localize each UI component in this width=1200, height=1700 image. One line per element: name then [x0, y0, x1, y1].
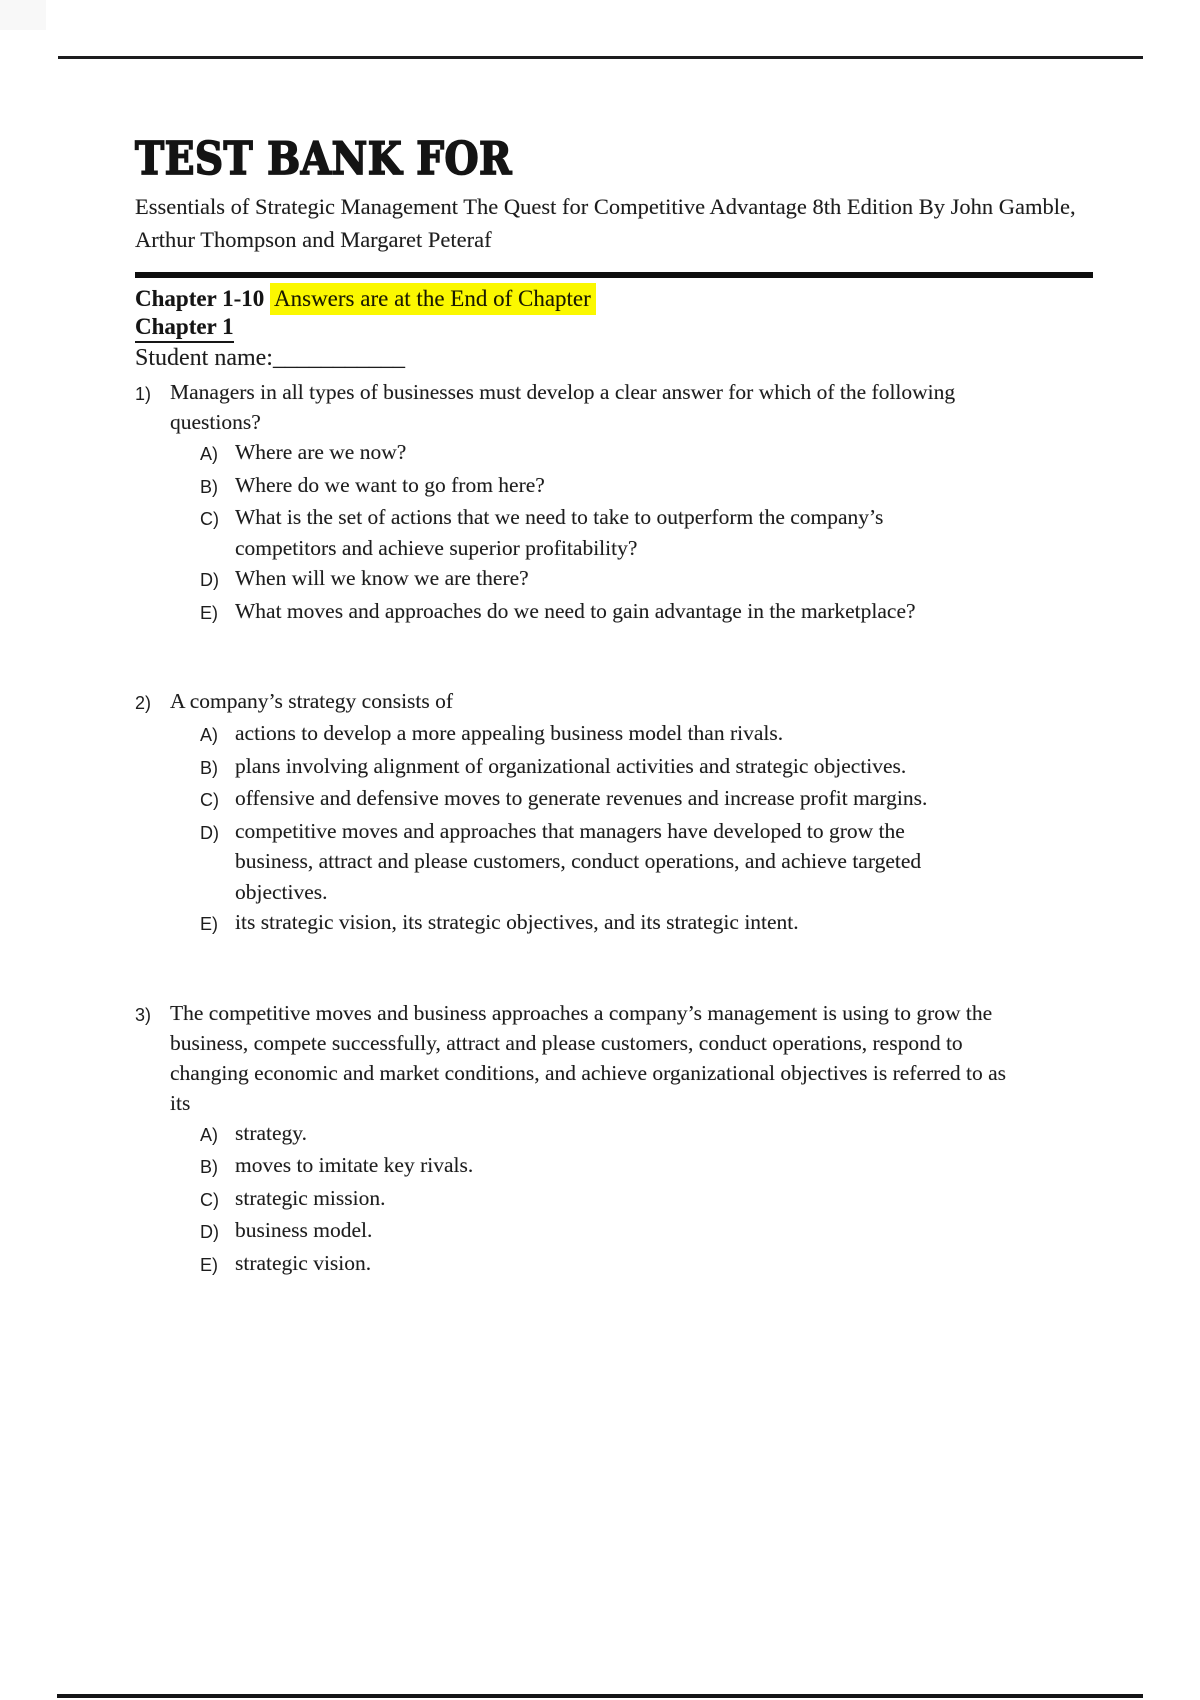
option-letter: C) — [200, 1189, 219, 1210]
option-letter: B) — [200, 757, 218, 778]
option-text: its strategic vision, its strategic objectives, and its strategic intent. — [235, 910, 799, 934]
book-subtitle: Essentials of Strategic Management The Quest for Competitive Advantage 8th Edition By John Gamble, Arthur Thompson and Margaret Peteraf — [135, 194, 1076, 252]
option-text: Where do we want to go from here? — [235, 472, 545, 497]
question-2-options — [200, 718, 1035, 940]
question-1 — [135, 377, 1035, 628]
option-letter: B) — [200, 1157, 218, 1177]
student-name-label: Student name: — [135, 345, 273, 371]
question-number: 3) — [135, 1004, 152, 1025]
option-text: When will we know we are there? — [235, 566, 529, 590]
option-letter: D) — [200, 1222, 219, 1242]
subtitle-divider — [135, 272, 1093, 278]
question-list — [135, 377, 1035, 1280]
option-letter: A) — [200, 444, 218, 464]
option-text: strategic mission. — [235, 1185, 386, 1210]
page-title: TEST BANK FOR — [135, 132, 513, 185]
option-row — [200, 563, 1035, 596]
option-text: plans involving alignment of organizational activities and strategic objectives. — [235, 753, 907, 778]
option-row — [200, 1215, 1035, 1248]
option-row — [200, 718, 1035, 751]
option-row — [200, 1248, 1035, 1281]
answers-highlight: Answers are at the End of Chapter — [270, 283, 596, 315]
student-name-blank: ___________ — [272, 345, 405, 371]
question-3-head — [135, 998, 1035, 1118]
option-row — [200, 783, 1035, 816]
option-letter: E) — [200, 914, 218, 934]
chapter-range-label: Chapter 1-10 — [135, 286, 265, 311]
question-number: 2) — [135, 693, 152, 713]
question-3 — [135, 998, 1035, 1281]
option-text: business model. — [235, 1218, 373, 1242]
option-letter: B) — [200, 476, 218, 497]
question-1-head — [135, 377, 1035, 437]
option-letter: A) — [200, 725, 218, 745]
option-letter: A) — [200, 1124, 218, 1145]
question-text: Managers in all types of businesses must develop a clear answer for which of the following questions? — [170, 380, 956, 434]
option-letter: E) — [200, 1254, 218, 1275]
option-text: actions to develop a more appealing business model than rivals. — [235, 721, 784, 745]
option-letter: C) — [200, 509, 219, 529]
option-row — [200, 751, 1035, 784]
question-text: A company’s strategy consists of — [170, 689, 454, 713]
option-row — [200, 1118, 1035, 1151]
option-row — [200, 470, 1035, 503]
option-text: strategy. — [235, 1120, 308, 1145]
option-text: What is the set of actions that we need to take to outperform the company’s competitors and achieve superior profitability? — [235, 505, 884, 560]
question-2 — [135, 686, 1035, 940]
option-letter: C) — [200, 790, 219, 810]
option-row — [200, 437, 1035, 470]
question-3-options — [200, 1118, 1035, 1281]
option-row — [200, 816, 1035, 908]
question-2-head — [135, 686, 1035, 718]
bottom-rule — [57, 1694, 1143, 1698]
option-text: strategic vision. — [235, 1250, 372, 1275]
student-name-line — [135, 343, 405, 373]
option-letter: D) — [200, 570, 219, 590]
top-rule — [58, 56, 1143, 59]
option-text: moves to imitate key rivals. — [235, 1153, 474, 1177]
question-1-options — [200, 437, 1035, 628]
option-row — [200, 1183, 1035, 1216]
option-text: offensive and defensive moves to generate revenues and increase profit margins. — [235, 786, 928, 810]
chapter-range-line — [135, 284, 596, 314]
option-letter: D) — [200, 822, 219, 843]
question-text: The competitive moves and business approaches a company’s management is using to grow the business, compete successfully, attract and please customers, conduct operations, respond to changing economic and market conditions, and achieve organizational objectives is referred to as its — [170, 1000, 1007, 1115]
option-letter: E) — [200, 602, 218, 623]
option-row — [200, 1150, 1035, 1183]
chapter-heading: Chapter 1 — [135, 314, 234, 343]
question-number: 1) — [135, 384, 152, 404]
scan-artifact — [0, 0, 46, 30]
option-text: competitive moves and approaches that managers have developed to grow the business, attract and please customers, conduct operations, and achieve targeted objectives. — [235, 818, 922, 904]
option-row — [200, 907, 1035, 940]
option-row — [200, 502, 1035, 563]
option-text: Where are we now? — [235, 440, 407, 464]
option-text: What moves and approaches do we need to gain advantage in the marketplace? — [235, 598, 916, 623]
option-row — [200, 596, 1035, 629]
